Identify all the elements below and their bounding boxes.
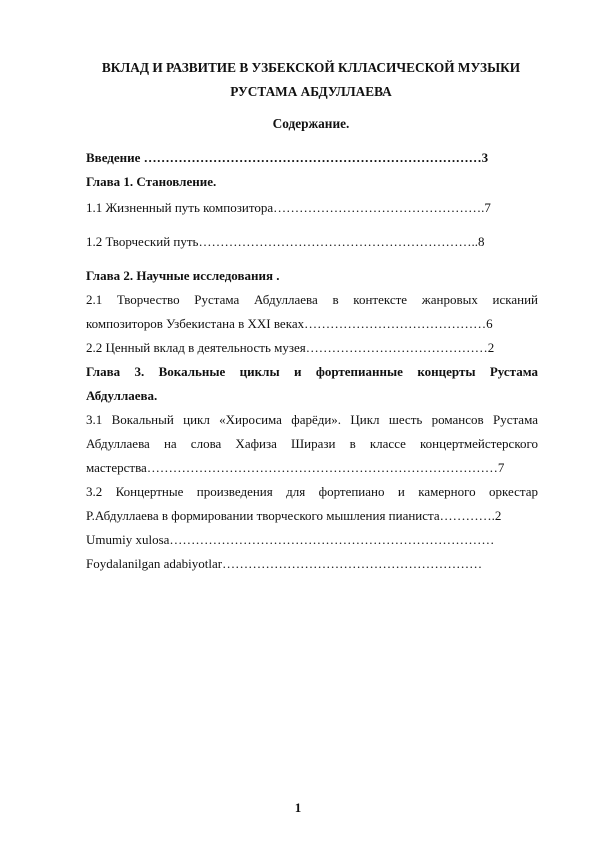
toc-item-3-1-line-3: мастерства………………………………………………………………………7 [86,460,505,475]
toc-item-3-1-line-2: Абдуллаева на слова Хафиза Ширази в классе концертмейстерского [86,436,538,451]
toc-chapter-1: Глава 1. Становление. [86,174,217,189]
page-number: 1 [294,800,302,815]
contents-heading: Содержание. [272,116,350,131]
toc-item-2-2: 2.2 Ценный вклад в деятельность музея……………………………………2 [86,340,495,355]
toc-item-2-1-line-1: 2.1 Творчество Рустама Абдуллаева в контексте жанровых исканий [86,292,538,307]
toc-chapter-3-line-1: Глава 3. Вокальные циклы и фортепианные концерты Рустама [86,364,538,379]
toc-item-2-1-line-2: композиторов Узбекистана в ХХI веках……………………………………6 [86,316,493,331]
title-line-1: ВКЛАД И РАЗВИТИЕ В УЗБЕКСКОЙ КЛЛАСИЧЕСКОЙ МУЗЫКИ [101,60,521,75]
toc-item-3-1-line-1: 3.1 Вокальный цикл «Хиросима фарёди». Цикл шесть романсов Рустама [86,412,538,427]
toc-item-3-2-line-2: Р.Абдуллаева в формировании творческого мышления пианиста………….2 [86,508,502,523]
toc-item-3-2-line-1: 3.2 Концертные произведения для фортепиано и камерного оркестар [86,484,538,499]
toc-references: Foydalanilgan adabiyotlar…………………………………………………… [86,556,483,571]
toc-chapter-2: Глава 2. Научные исследования . [86,268,280,283]
document-title [70,56,552,104]
title-line-2: РУСТАМА АБДУЛЛАЕВА [230,84,392,99]
toc-item-1-2: 1.2 Творческий путь………………………………………………………..8 [86,234,485,249]
toc-conclusion: Umumiy xulosa………………………………………………………………… [86,532,495,547]
toc-chapter-3-line-2: Абдуллаева. [86,388,158,403]
toc-intro: Введение ……………………………………………………………………3 [86,150,489,165]
toc-item-1-1: 1.1 Жизненный путь композитора………………………………………….7 [86,200,491,215]
